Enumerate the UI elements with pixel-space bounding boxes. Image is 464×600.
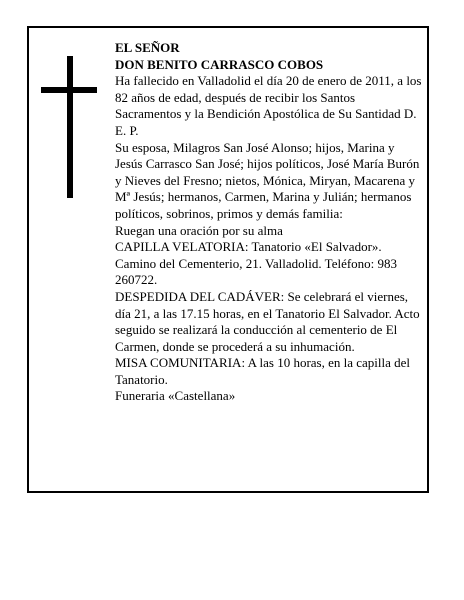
notice-text [115,40,423,405]
funeral-home: Funeraria «Castellana» [115,388,236,404]
farewell-details: DESPEDIDA DEL CADÁVER: Se celebrará el viernes, día 21, a las 17.15 horas, en el Tanatorio El Salvador. Acto seguido se realizará la conducción al cementerio de El Carmen, donde se procederá a su inhumación. [115,288,420,354]
obituary-notice [27,26,429,493]
prayer-request: Ruegan una oración por su alma [115,222,283,238]
mass-details: MISA COMUNITARIA: A las 10 horas, en la capilla del Tanatorio. [115,355,411,387]
wake-location: CAPILLA VELATORIA: Tanatorio «El Salvador». Camino del Cementerio, 21. Valladolid. Teléfono: 983 260722. [115,239,398,288]
notice-heading-title: EL SEÑOR [115,40,180,55]
cross-vertical-bar [67,56,73,198]
family-list: Su esposa, Milagros San José Alonso; hijos, Marina y Jesús Carrasco San José; hijos políticos, José María Burón y Nieves del Fresno; nietos, Mónica, Miryan, Macarena y Mª Jesús; hermanos, Carmen, Marina y Julián; hermanos políticos, sobrinos, primos y demás familia: [115,139,420,221]
deceased-name: DON BENITO CARRASCO COBOS [115,56,324,72]
death-announcement: Ha fallecido en Valladolid el día 20 de enero de 2011, a los 82 años de edad, después de recibir los Santos Sacramentos y la Bendición Apostólica de Su Santidad D. E. P. [115,73,422,138]
cross-horizontal-bar [41,87,97,93]
